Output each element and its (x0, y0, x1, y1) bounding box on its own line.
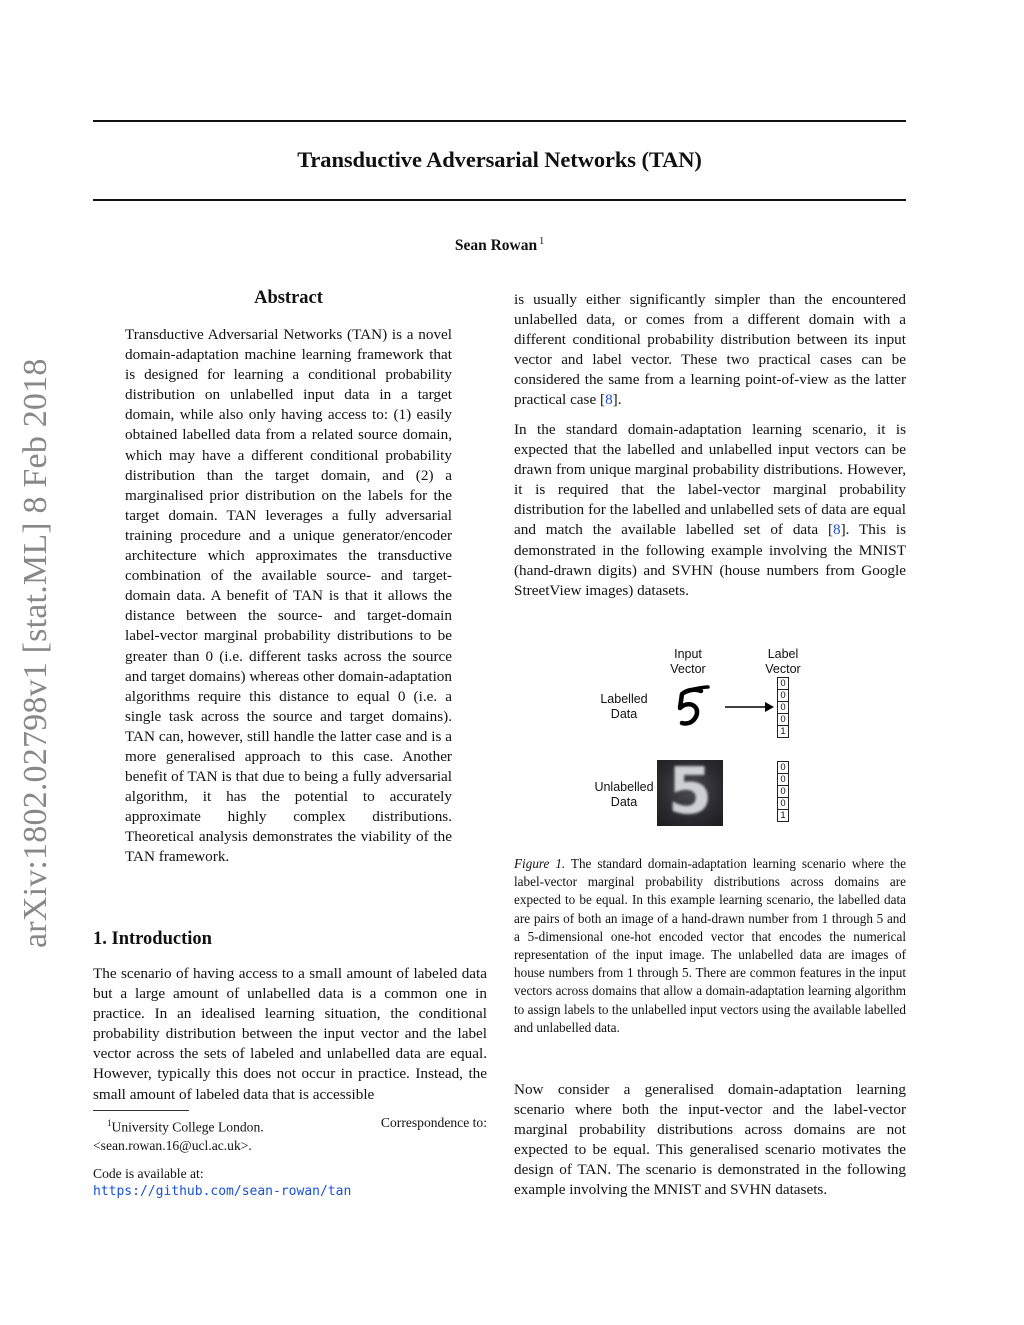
footnote-rule (93, 1110, 189, 1111)
paper-title: Transductive Adversarial Networks (TAN) (297, 147, 702, 172)
code-url-link[interactable]: https://github.com/sean-rowan/tan (93, 1184, 352, 1199)
vector-cell: 0 (777, 677, 789, 690)
figure-row-labelled-label: Labelled Data (600, 692, 648, 721)
right-paragraph-1-end: ]. (612, 391, 622, 409)
right-paragraph-3: Now consider a generalised domain-adaptation learning scenario where both the input-vector and the label-vector marginal probability distributions across domains are not expected to be equal. This generalised scenario motivates the design of TAN. The scenario is demonstrated in the following example involving the MNIST and SVHN datasets. (514, 1081, 906, 1199)
footnote-email[interactable]: <sean.rowan.16@ucl.ac.uk>. (93, 1137, 252, 1153)
vector-cell: 0 (777, 785, 789, 798)
abstract-body: Transductive Adversarial Networks (TAN) is a novel domain-adaptation machine learning framework that is designed for learning a conditional probability distribution on unlabelled input data in a target domain, while also only having access to: (1) easily obtained labelled data from a related source domain, which may have a different conditional probability distribution than the target domain, and (2) a marginalised prior distribution on the labels for the target domain. TAN leverages a fully adversarial training procedure and a unique generator/encoder architecture which approximates the transductive combination of the available source- and target-domain data. A benefit of TAN is that it allows the distance between the source- and target-domain label-vector marginal probability distributions to be greater than 0 (i.e. different tasks across the source and target domains) whereas other domain-adaptation algorithms require this distance to equal 0 (i.e. a single task across the source and target domains). TAN can, however, still handle the latter case and is a more generalised approach to this case. Another benefit of TAN is that due to being a fully adversarial algorithm, it has the potential to accurately approximate highly complex distributions. Theoretical analysis demonstrates the viability of the TAN framework. (125, 326, 452, 866)
figure-row-unlabelled-label: Unlabelled Data (594, 780, 654, 809)
right-paragraph-2-text: In the standard domain-adaptation learning scenario, it is expected that the labelled and unlabelled input vectors can be drawn from unique marginal probability distributions. However, it is required that the label-vector marginal probability distribution for the labelled and unlabelled sets of data are equal and match the available labelled set of data [ (514, 421, 906, 539)
abstract-heading: Abstract (254, 288, 323, 308)
code-label: Code is available at: (93, 1166, 204, 1181)
author-name: Sean Rowan (454, 237, 538, 255)
caption-text: The standard domain-adaptation learning scenario where the label-vector marginal probability distributions across domains are expected to be equal. In this example learning scenario, the labelled data are pairs of both an image of a hand-drawn number from 1 through 5 and a 5-dimensional one-hot encoded vector that encodes the numerical representation of the input image. The unlabelled data are images of house numbers from 1 through 5. There are common features in the input vectors across domains that allow a domain-adaptation learning algorithm to assign labels to the unlabelled input vectors using the available labelled and unlabelled data. (514, 856, 906, 1035)
introduction-body: The scenario of having access to a small amount of labeled data but a large amount of unlabelled data is a common one in practice. In an idealised learning situation, the conditional probability distribution between the input vector and the label vector across the sets of labeled and unlabelled data are equal. However, typically this does not occur in practice. Instead, the small amount of labeled data that is accessible (93, 965, 487, 1103)
arxiv-stamp: arXiv:1802.02798v1 [stat.ML] 8 Feb 2018 (17, 358, 54, 948)
vector-cell: 0 (777, 713, 789, 726)
figure-1 (585, 640, 825, 840)
right-paragraph-2-end: ]. This is demonstrated in the following example involving the MNIST (hand-drawn digits) and SVHN (house numbers from Google StreetView images) datasets. (514, 521, 906, 599)
right-paragraph-1-text: is usually either significantly simpler than the encountered unlabelled data, or comes from a different domain with a different conditional probability distribution between its input vector and label vector. These two practical cases can be considered the same from a learning point-of-view as the latter practical case [ (514, 291, 906, 409)
svhn-digit-glyph: 5 (667, 760, 713, 826)
right-paragraph-1 (514, 290, 906, 411)
footnote-affiliation: University College London. (111, 1119, 264, 1135)
vector-cell: 0 (777, 761, 789, 774)
footnote-mark: 1 (107, 1118, 112, 1128)
vector-cell: 1 (777, 809, 789, 822)
vector-cell: 0 (777, 701, 789, 714)
figure-col-label-label: Label Vector (765, 647, 801, 676)
citation-link[interactable]: 8 (605, 391, 613, 409)
footnote (93, 1114, 487, 1155)
introduction-heading: 1. Introduction (93, 929, 212, 949)
unlabelled-one-hot-vector (777, 762, 787, 822)
footnote-correspondence-label: Correspondence to: (380, 1115, 487, 1130)
vector-cell: 0 (777, 689, 789, 702)
figure-1-caption (514, 855, 906, 1037)
caption-label: Figure 1. (514, 856, 566, 871)
code-note (93, 1165, 487, 1201)
vector-cell: 0 (777, 773, 789, 786)
author-affiliation-mark: 1 (539, 236, 545, 247)
vector-cell: 0 (777, 797, 789, 810)
citation-link[interactable]: 8 (833, 521, 841, 539)
author-line (93, 236, 906, 255)
labelled-one-hot-vector (777, 678, 787, 738)
title-top-rule (93, 120, 906, 122)
figure-col-input-label: Input Vector (670, 647, 706, 676)
right-paragraph-2 (514, 420, 906, 601)
arrow-right-icon (723, 700, 775, 714)
mnist-digit-image (668, 682, 720, 734)
svhn-digit-image (657, 760, 723, 826)
title-bottom-rule (93, 199, 906, 201)
vector-cell: 1 (777, 725, 789, 738)
